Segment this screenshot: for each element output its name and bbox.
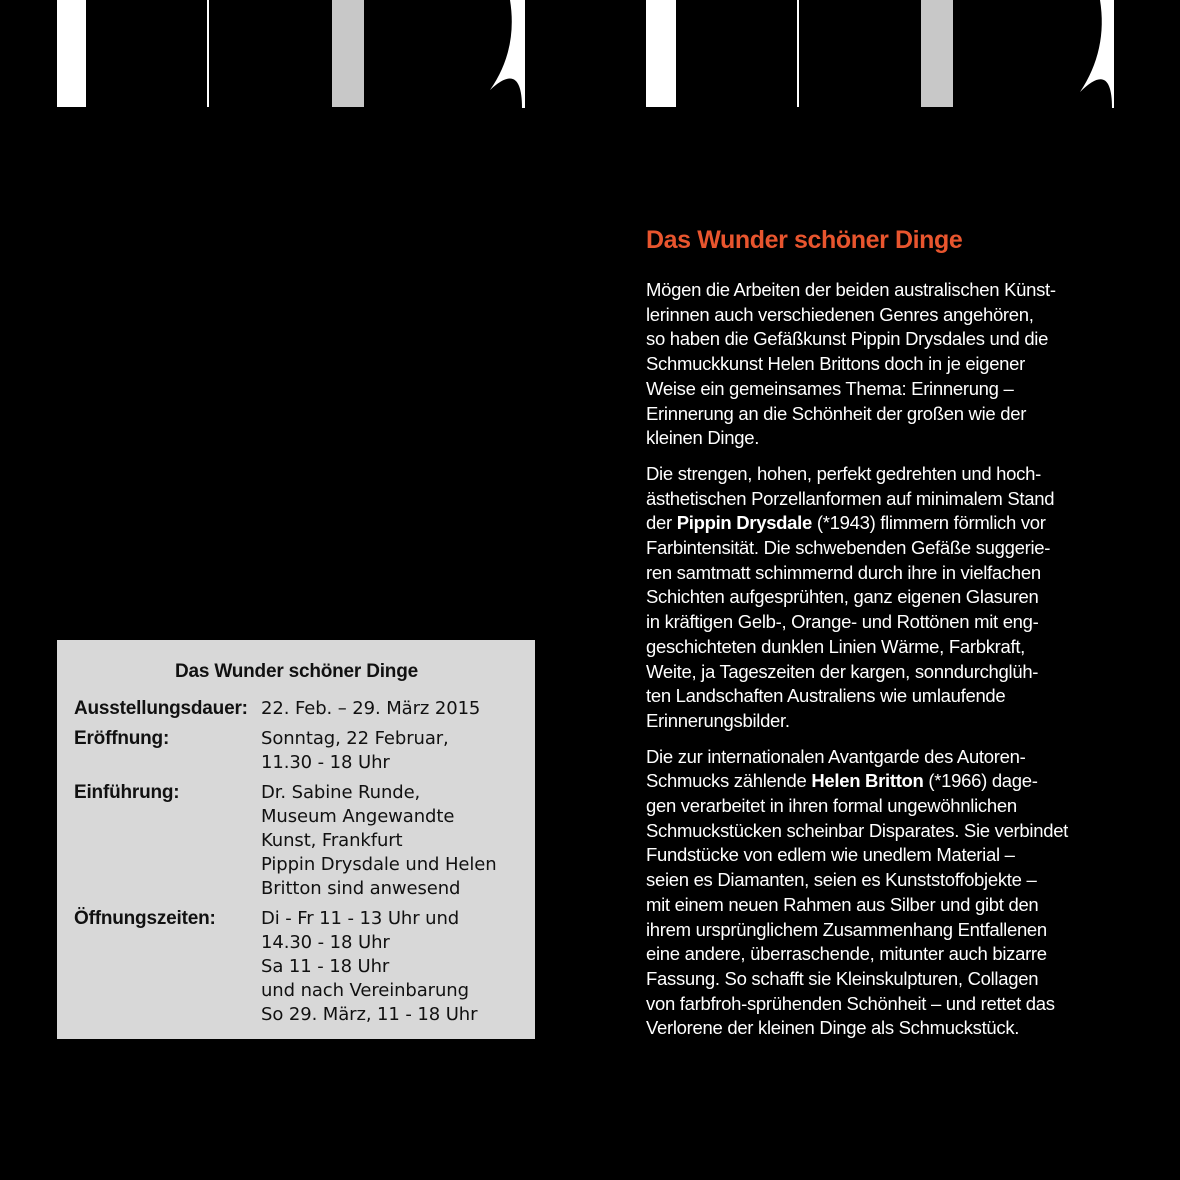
text-line: Weite, ja Tageszeiten der kargen, sonndurchglüh- <box>646 660 1039 682</box>
text-line: Weise ein gemeinsames Thema: Erinnerung – <box>646 377 1014 399</box>
decorative-stripes <box>0 0 1180 108</box>
text-line: ihrem ursprünglichem Zusammenhang Entfallenen <box>646 918 1047 940</box>
info-rows <box>74 697 519 1027</box>
article <box>646 222 1126 1052</box>
text-line: Die strengen, hohen, perfekt gedrehten und hoch- <box>646 462 1041 484</box>
text-span: (*1943) flimmern förmlich vor <box>812 512 1046 534</box>
exhibition-info-box <box>57 640 535 1039</box>
info-values <box>261 781 519 901</box>
info-row <box>74 907 519 1027</box>
info-value-line: So 29. März, 11 - 18 Uhr <box>261 1004 478 1025</box>
info-label: Eröffnung: <box>74 728 170 749</box>
text-line: ästhetischen Porzellanformen auf minimalem Stand <box>646 487 1055 509</box>
text-line: ten Landschaften Australiens wie umlaufende <box>646 685 1006 707</box>
info-label: Ausstellungsdauer: <box>74 698 248 719</box>
text-line <box>646 511 1126 536</box>
text-line: lerinnen auch verschiedenen Genres angehören, <box>646 303 1034 325</box>
text-line: Schmuckstücken scheinbar Disparates. Sie verbindet <box>646 819 1069 841</box>
text-line: von farbfroh-sprühenden Schönheit – und rettet das <box>646 992 1055 1014</box>
paragraph-drysdale <box>646 462 1126 734</box>
stripe <box>207 0 209 107</box>
text-line: Mögen die Arbeiten der beiden australischen Künst- <box>646 279 1056 300</box>
text-span: der <box>646 512 677 534</box>
info-label: Einführung: <box>74 782 180 803</box>
info-values <box>261 697 519 721</box>
info-value-line: 22. Feb. – 29. März 2015 <box>261 698 481 719</box>
info-row <box>74 727 519 775</box>
stripe <box>57 0 86 107</box>
info-value-line: Sonntag, 22 Februar, <box>261 728 449 749</box>
stripe <box>921 0 953 107</box>
paragraph-lines <box>646 536 1126 734</box>
text-line <box>646 769 1126 794</box>
text-line: Die zur internationalen Avantgarde des Autoren- <box>646 745 1026 767</box>
text-line: mit einem neuen Rahmen aus Silber und gibt den <box>646 893 1039 915</box>
info-label: Öffnungszeiten: <box>74 908 216 929</box>
info-value-line: Pippin Drysdale und Helen <box>261 854 497 875</box>
info-value-line: Museum Angewandte <box>261 806 455 827</box>
info-value-line: Di - Fr 11 - 13 Uhr und <box>261 908 460 929</box>
text-line: so haben die Gefäßkunst Pippin Drysdales und die <box>646 328 1049 350</box>
info-value-line: 11.30 - 18 Uhr <box>261 752 390 773</box>
text-line: gen verarbeitet in ihren formal ungewöhnlichen <box>646 795 1017 817</box>
text-line: seien es Diamanten, seien es Kunststoffobjekte – <box>646 869 1037 891</box>
info-value-line: und nach Vereinbarung <box>261 980 469 1001</box>
info-value-line: Kunst, Frankfurt <box>261 830 403 851</box>
text-line: eine andere, überraschende, mitunter auch bizarre <box>646 943 1047 965</box>
text-line: in kräftigen Gelb-, Orange- und Rottönen mit eng- <box>646 611 1039 633</box>
text-line: ren samtmatt schimmernd durch ihre in vielfachen <box>646 561 1041 583</box>
info-value-line: 14.30 - 18 Uhr <box>261 932 390 953</box>
info-row <box>74 697 519 721</box>
info-row <box>74 781 519 901</box>
info-box-title: Das Wunder schöner Dinge <box>175 661 418 682</box>
stripe <box>332 0 364 107</box>
artist-name: Helen Britton <box>811 770 924 792</box>
text-line: geschichteten dunklen Linien Wärme, Farbkraft, <box>646 635 1026 657</box>
text-line: Fundstücke von edlem wie unedlem Material – <box>646 844 1015 866</box>
info-values <box>261 727 519 775</box>
text-line: Verlorene der kleinen Dinge als Schmuckstück. <box>646 1017 1020 1039</box>
text-line: kleinen Dinge. <box>646 427 760 449</box>
text-line: Fassung. So schafft sie Kleinskulpturen, Collagen <box>646 967 1039 989</box>
paragraph-intro <box>646 278 1126 451</box>
text-span: Schmucks zählende <box>646 770 812 792</box>
artist-name: Pippin Drysdale <box>676 512 813 534</box>
text-line: Farbintensität. Die schwebenden Gefäße suggerie- <box>646 537 1051 559</box>
info-value-line: Dr. Sabine Runde, <box>261 782 421 803</box>
text-line: Erinnerung an die Schönheit der großen wie der <box>646 402 1027 424</box>
text-span: (*1966) dage- <box>923 770 1038 792</box>
info-value-line: Sa 11 - 18 Uhr <box>261 956 390 977</box>
paragraph-britton <box>646 745 1126 1041</box>
text-line: Schichten aufgesprühten, ganz eigenen Glasuren <box>646 586 1039 608</box>
info-value-line: Britton sind anwesend <box>261 878 461 899</box>
arc-stripe <box>470 0 530 108</box>
info-values <box>261 907 519 1027</box>
paragraph-lines <box>646 794 1126 1041</box>
stripe <box>646 0 676 107</box>
text-line: Erinnerungsbilder. <box>646 709 790 731</box>
stripe <box>797 0 799 107</box>
article-title: Das Wunder schöner Dinge <box>646 226 963 254</box>
arc-stripe <box>1058 0 1118 108</box>
text-line: Schmuckkunst Helen Brittons doch in je eigener <box>646 353 1026 375</box>
